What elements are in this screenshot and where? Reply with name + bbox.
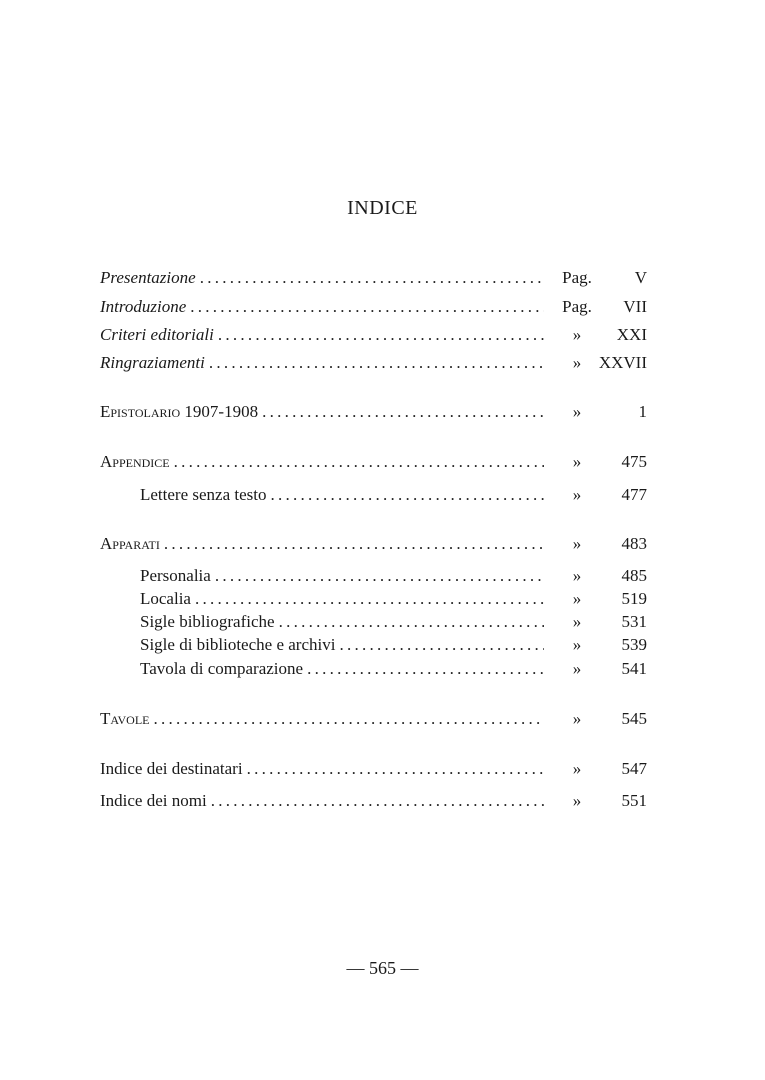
toc-entry-label: Apparati <box>100 534 160 553</box>
toc-entry-prefix: » <box>572 589 582 608</box>
toc-entry-prefix: » <box>572 791 582 810</box>
toc-entry-page: 551 <box>621 791 647 810</box>
toc-entry-prefix: Pag. <box>562 268 592 287</box>
toc-entry-prefix: » <box>572 709 582 728</box>
toc-entry-page: 547 <box>621 759 647 778</box>
toc-entry-page: 475 <box>621 452 647 471</box>
toc-entry-presentazione <box>100 267 550 289</box>
toc-entry-label: Tavola di comparazione <box>140 659 304 678</box>
toc-entry-page: 519 <box>621 589 647 608</box>
toc-entry-prefix: » <box>572 612 582 631</box>
leader-dots <box>190 296 544 318</box>
toc-entry-prefix: » <box>572 659 582 678</box>
leader-dots <box>247 758 544 780</box>
toc-entry-sigle-bibliografiche <box>140 611 550 633</box>
leader-dots <box>154 708 545 730</box>
leader-dots <box>174 451 544 473</box>
toc-entry-indice-nomi <box>100 790 550 812</box>
toc-entry-appendice <box>100 451 550 473</box>
toc-entry-personalia <box>140 565 550 587</box>
toc-entry-page: XXI <box>616 325 647 344</box>
toc-entry-label: Appendice <box>100 452 170 471</box>
toc-entry-label: Ringraziamenti <box>100 353 205 372</box>
toc-entry-label: Epistolario 1907-1908 <box>100 402 259 421</box>
leader-dots <box>279 611 544 633</box>
toc-entry-label: Tavole <box>100 709 150 728</box>
toc-entry-label: Presentazione <box>100 268 196 287</box>
toc-entry-epistolario <box>100 401 550 423</box>
toc-entry-page: 545 <box>621 709 647 728</box>
toc-entry-introduzione <box>100 296 550 318</box>
leader-dots <box>262 401 544 423</box>
toc-entry-page: 531 <box>621 612 647 631</box>
toc-entry-label: Sigle di biblioteche e archivi <box>140 635 336 654</box>
toc-entry-page: 477 <box>621 485 647 504</box>
toc-entry-lettere-senza-testo <box>140 484 550 506</box>
toc-entry-localia <box>140 588 550 610</box>
toc-entry-sigle-biblioteche <box>140 634 550 656</box>
toc-entry-criteri-editoriali <box>100 324 550 346</box>
toc-entry-label: Indice dei nomi <box>100 791 207 810</box>
leader-dots <box>195 588 544 610</box>
leader-dots <box>271 484 545 506</box>
toc-entry-label: Localia <box>140 589 191 608</box>
leader-dots <box>218 324 544 346</box>
toc-entry-prefix: » <box>572 353 582 372</box>
toc-entry-label: Indice dei destinatari <box>100 759 243 778</box>
leader-dots <box>200 267 544 289</box>
toc-entry-page: 485 <box>621 566 647 585</box>
toc-entry-page: 1 <box>638 402 647 421</box>
toc-entry-label: Sigle bibliografiche <box>140 612 275 631</box>
toc-entry-prefix: » <box>572 759 582 778</box>
leader-dots <box>215 565 544 587</box>
toc-entry-label: Lettere senza testo <box>140 485 267 504</box>
toc-entry-page: V <box>634 268 647 287</box>
toc-entry-prefix: » <box>572 452 582 471</box>
leader-dots <box>211 790 544 812</box>
leader-dots <box>164 533 544 555</box>
toc-entry-prefix: » <box>572 534 582 553</box>
page-number: — 565 — <box>346 958 419 978</box>
toc-entry-tavola-comparazione <box>140 658 550 680</box>
toc-entry-prefix: » <box>572 402 582 421</box>
toc-entry-prefix: » <box>572 325 582 344</box>
toc-entry-prefix: Pag. <box>562 297 592 316</box>
leader-dots <box>307 658 544 680</box>
toc-entry-page: 541 <box>621 659 647 678</box>
toc-entry-apparati <box>100 533 550 555</box>
toc-entry-page: 539 <box>621 635 647 654</box>
toc-entry-tavole <box>100 708 550 730</box>
toc-entry-page: 483 <box>621 534 647 553</box>
toc-entry-prefix: » <box>572 635 582 654</box>
leader-dots <box>209 352 544 374</box>
toc-entry-page: XXVII <box>598 353 647 372</box>
toc-entry-page: VII <box>623 297 647 316</box>
toc-entry-ringraziamenti <box>100 352 550 374</box>
toc-entry-prefix: » <box>572 566 582 585</box>
page-title: INDICE <box>347 197 418 219</box>
toc-entry-label: Introduzione <box>100 297 187 316</box>
leader-dots <box>339 634 544 656</box>
toc-entry-label: Criteri editoriali <box>100 325 214 344</box>
toc-entry-indice-destinatari <box>100 758 550 780</box>
toc-entry-prefix: » <box>572 485 582 504</box>
toc-entry-label: Personalia <box>140 566 211 585</box>
